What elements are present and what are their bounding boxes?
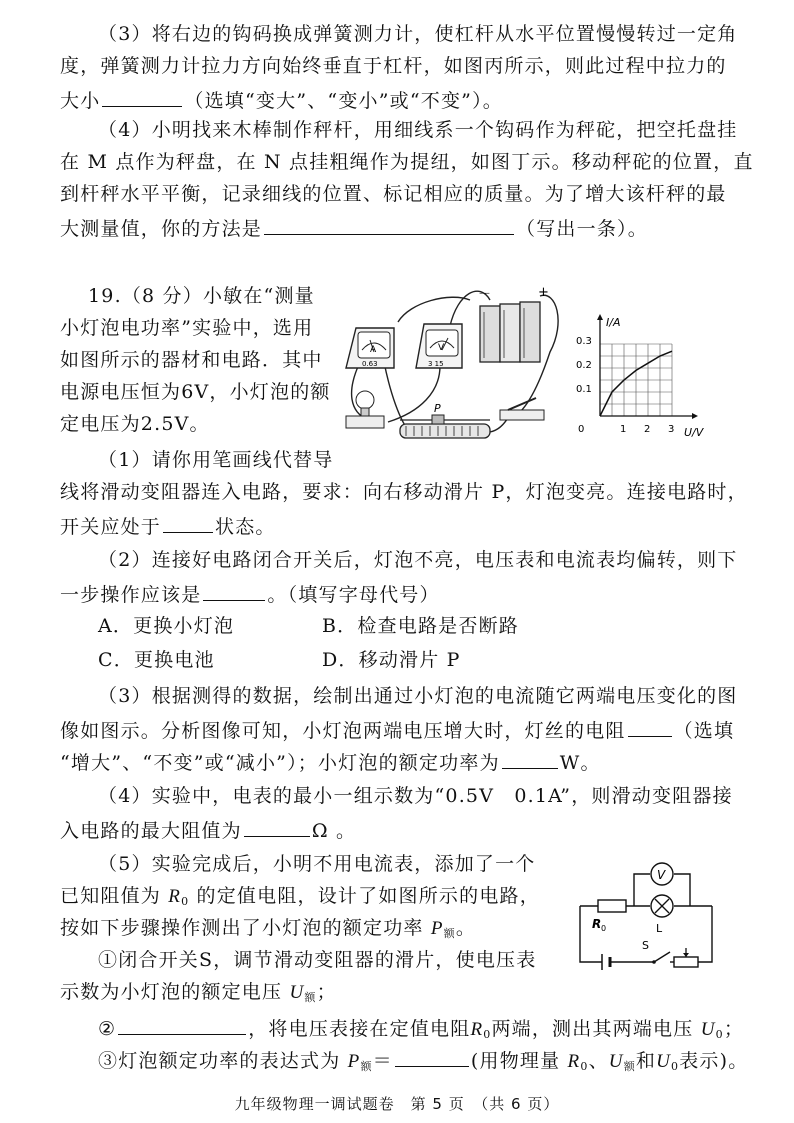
rheostat-symbol bbox=[674, 957, 698, 967]
battery-pack bbox=[478, 285, 549, 362]
y-tick: 0.1 bbox=[576, 384, 592, 395]
svg-text:－: － bbox=[478, 287, 492, 302]
q19-p4-line1: （4）实验中，电表的最小一组示数为“0.5V 0.1A”，则滑动变阻器接 bbox=[98, 785, 733, 807]
q19-intro-2: 小灯泡电功率”实验中，选用 bbox=[60, 317, 314, 339]
q19-p5-line1: （5）实验完成后，小明不用电流表，添加了一个 bbox=[98, 853, 536, 875]
q19-p1-line1: （1）请你用笔画线代替导 bbox=[98, 449, 334, 471]
svg-text:L: L bbox=[656, 922, 663, 935]
answer-blank[interactable] bbox=[395, 1046, 469, 1067]
svg-text:V: V bbox=[438, 343, 445, 353]
x-axis-label: U/V bbox=[684, 426, 704, 439]
step2-line: ② ，将电压表接在定值电阻$R_0$两端，测出其两端电压 $U_0$； bbox=[98, 1014, 778, 1047]
option-c[interactable]: C．更换电池 bbox=[98, 649, 215, 671]
x-tick: 2 bbox=[644, 424, 651, 435]
q19-intro-5: 定电压为2.5V。 bbox=[60, 413, 210, 435]
option-b[interactable]: B．检查电路是否断路 bbox=[322, 615, 519, 637]
q19-intro-4: 电源电压恒为6V，小灯泡的额 bbox=[60, 381, 331, 403]
step1-line1: ①闭合开关S，调节滑动变阻器的滑片，使电压表 bbox=[98, 949, 537, 971]
answer-blank[interactable] bbox=[264, 214, 514, 235]
answer-blank[interactable] bbox=[102, 86, 182, 107]
q19-p3-line3: “增大”、“不变”或“减小”）；小灯泡的额定功率为 W。 bbox=[60, 748, 740, 775]
step1-line2: 示数为小灯泡的额定电压 $U_额$； bbox=[60, 981, 337, 1004]
y-axis-arrow bbox=[597, 314, 603, 320]
q19-p3-line1: （3）根据测得的数据，绘制出通过小灯泡的电流随它两端电压变化的图 bbox=[98, 685, 738, 707]
x-tick: 1 bbox=[620, 424, 627, 435]
q19-intro-1: 19.（8 分）小敏在“测量 bbox=[88, 285, 315, 307]
switch-symbol bbox=[654, 952, 670, 962]
svg-text:0: 0 bbox=[601, 924, 607, 933]
svg-text:V: V bbox=[657, 868, 666, 882]
q18-p3-line1: （3）将右边的钩码换成弹簧测力计，使杠杆从水平位置慢慢转过一定角 bbox=[98, 23, 738, 45]
circuit-diagram bbox=[558, 856, 728, 972]
y-tick: 0.2 bbox=[576, 360, 592, 371]
page-footer: 九年级物理一调试题卷 第 5 页 （共 6 页） bbox=[234, 1095, 560, 1113]
x-tick: 3 bbox=[668, 424, 675, 435]
q19-p2-line1: （2）连接好电路闭合开关后，灯泡不亮，电压表和电流表均偏转，则下 bbox=[98, 549, 738, 571]
y-tick: 0.3 bbox=[576, 336, 592, 347]
voltmeter bbox=[416, 324, 462, 368]
answer-blank[interactable] bbox=[244, 816, 310, 837]
q19-p1-line2: 线将滑动变阻器连入电路，要求：向右移动滑片 P，灯泡变亮。连接电路时， bbox=[60, 481, 748, 503]
q19-intro-3: 如图所示的器材和电路．其中 bbox=[60, 349, 323, 371]
svg-text:P: P bbox=[434, 402, 441, 415]
q18-p4-line3: 到杆秤水平平衡，记录细线的位置、标记相应的质量。为了增大该杆秤的最 bbox=[60, 183, 727, 205]
svg-text:R: R bbox=[592, 917, 602, 931]
ammeter bbox=[346, 328, 394, 368]
q18-p3-line2: 度，弹簧测力计拉力方向始终垂直于杠杆，如图丙所示，则此过程中拉力的 bbox=[60, 55, 727, 77]
svg-text:0.63: 0.63 bbox=[362, 360, 378, 368]
svg-text:3 15: 3 15 bbox=[428, 360, 444, 368]
q18-p4-line1: （4）小明找来木棒制作秤杆，用细线系一个钩码作为秤砣，把空托盘挂 bbox=[98, 119, 738, 141]
svg-text:A: A bbox=[370, 345, 377, 355]
iu-graph bbox=[574, 312, 714, 442]
x-tick: 0 bbox=[578, 424, 585, 435]
svg-text:S: S bbox=[642, 939, 649, 952]
answer-blank[interactable] bbox=[163, 512, 213, 533]
resistor-r0 bbox=[598, 900, 626, 912]
apparatus-figure bbox=[340, 282, 572, 442]
q19-p2-line2: 一步操作应该是 。（填写字母代号） bbox=[60, 580, 740, 607]
rheostat bbox=[400, 402, 490, 438]
answer-blank[interactable] bbox=[502, 748, 558, 769]
q19-p1-line3: 开关应处于 状态。 bbox=[60, 512, 740, 539]
answer-blank[interactable] bbox=[203, 580, 265, 601]
option-d[interactable]: D．移动滑片 P bbox=[322, 649, 461, 671]
q19-p3-line2: 像如图示。分析图像可知，小灯泡两端电压增大时，灯丝的电阻 （选填 bbox=[60, 716, 740, 743]
svg-text:+: + bbox=[538, 285, 549, 300]
option-a[interactable]: A．更换小灯泡 bbox=[98, 615, 235, 637]
q18-p3-line3: 大小 （选填“变大”、“变小”或“不变”）。 bbox=[60, 86, 740, 113]
answer-blank[interactable] bbox=[118, 1014, 246, 1035]
x-axis-arrow bbox=[692, 413, 698, 419]
step3-line: ③灯泡额定功率的表达式为 $P_额=$ (用物理量 $R_0$、$U_额$和$U_0$表示)。 bbox=[98, 1046, 778, 1079]
q19-p5-line2: 已知阻值为 $R_0$ 的定值电阻，设计了如图所示的电路， bbox=[60, 885, 540, 908]
q18-p4-line2: 在 M 点作为秤盘，在 N 点挂粗绳作为提纽，如图丁示。移动秤砣的位置，直 bbox=[60, 151, 754, 173]
y-axis-label: I/A bbox=[606, 316, 621, 329]
q19-p5-line3: 按如下步骤操作测出了小灯泡的额定功率 $P_额$。 bbox=[60, 917, 477, 940]
answer-blank[interactable] bbox=[628, 716, 672, 737]
q18-p4-line4: 大测量值，你的方法是 （写出一条）。 bbox=[60, 214, 740, 241]
q19-p4-line2: 入电路的最大阻值为 Ω 。 bbox=[60, 816, 740, 843]
